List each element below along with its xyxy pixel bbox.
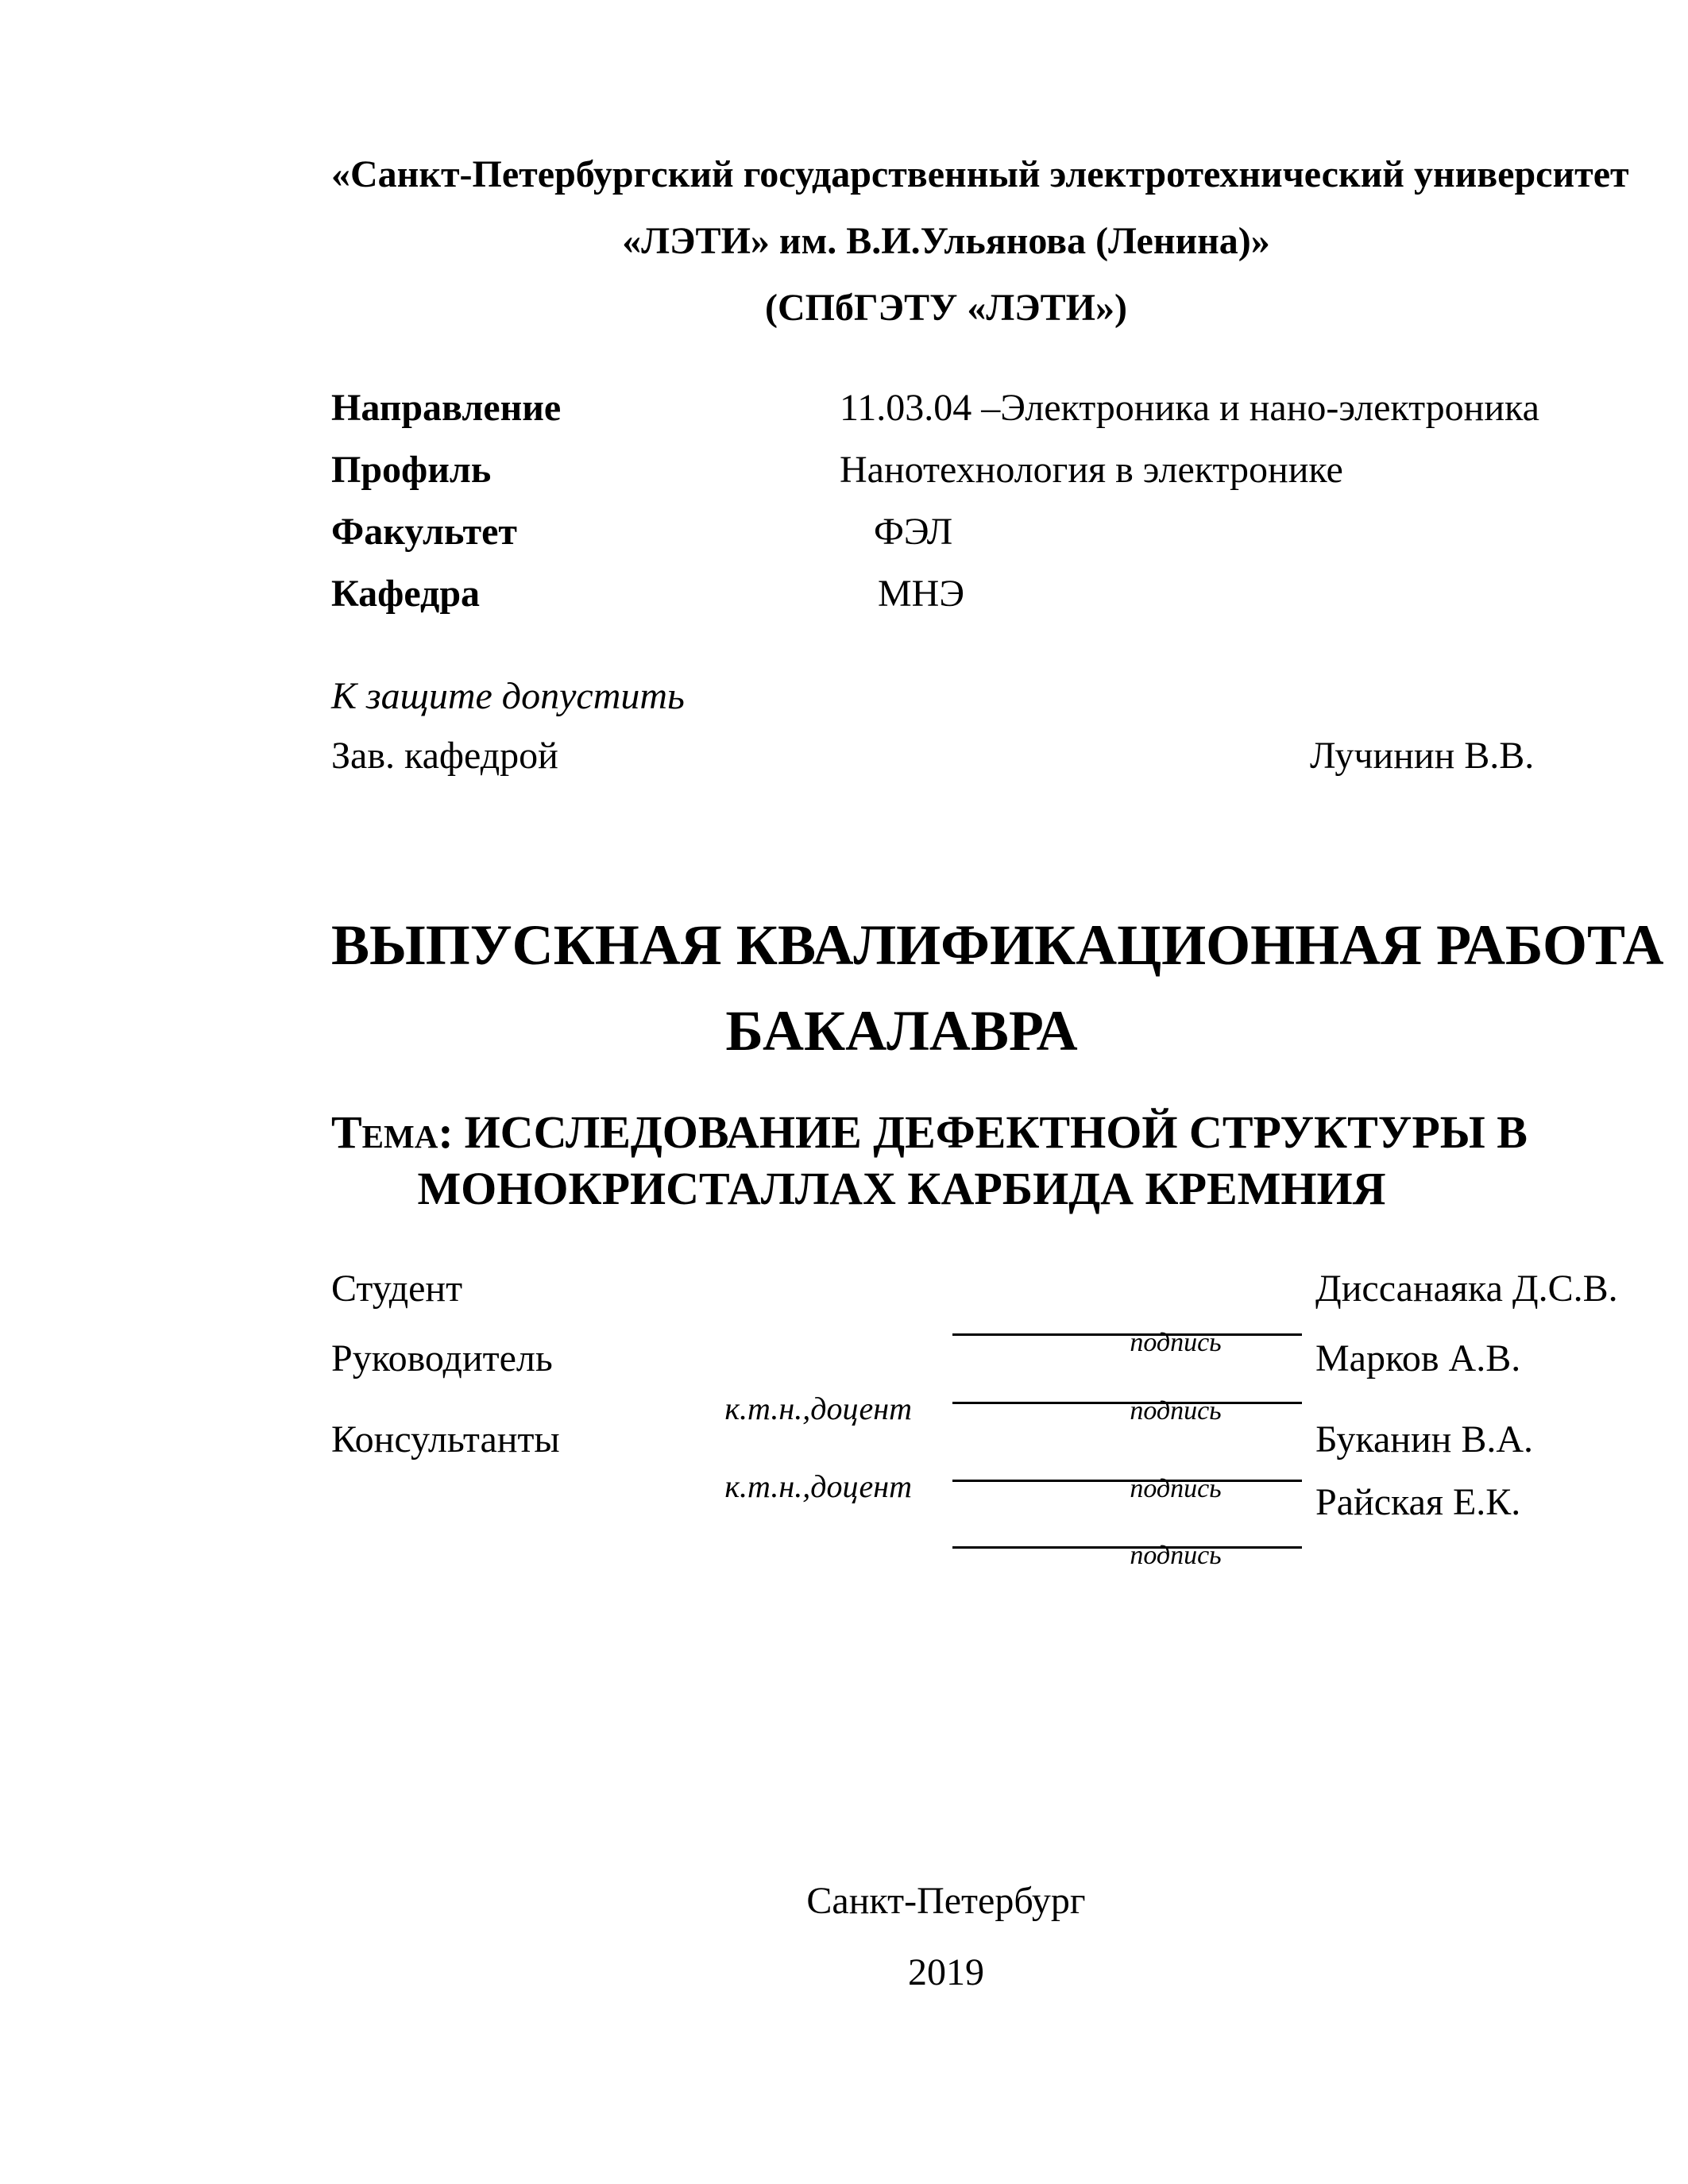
university-name-line-1: «Санкт-Петербургский государственный электротехнический университет <box>331 153 1629 195</box>
direction-label: Направление <box>331 387 562 429</box>
consultant-1-name: Буканин В.А. <box>1315 1418 1534 1461</box>
signature-caption-3: подпись <box>1130 1474 1222 1503</box>
topic-line-1 <box>331 1106 1528 1158</box>
student-name: Диссанаяка Д.С.В. <box>1315 1268 1618 1310</box>
topic-line-1-text: ИССЛЕДОВАНИЕ ДЕФЕКТНОЙ СТРУКТУРЫ В <box>464 1106 1528 1158</box>
profile-label: Профиль <box>331 449 492 491</box>
footer-city: Санкт-Петербург <box>806 1880 1086 1922</box>
department-value: МНЭ <box>878 573 965 615</box>
university-abbreviation: (СПбГЭТУ «ЛЭТИ») <box>765 287 1127 329</box>
faculty-label: Факультет <box>331 511 517 553</box>
head-of-department-name: Лучинин В.В. <box>1310 735 1535 777</box>
student-label: Студент <box>331 1268 463 1310</box>
profile-value: Нанотехнология в электронике <box>840 449 1343 491</box>
consultants-label: Консультанты <box>331 1418 560 1461</box>
topic-label: Тема: <box>331 1106 454 1158</box>
supervisor-name: Марков А.В. <box>1315 1337 1521 1379</box>
department-label: Кафедра <box>331 573 481 615</box>
admission-note: К защите допустить <box>331 675 685 717</box>
topic-line-2: МОНОКРИСТАЛЛАХ КАРБИДА КРЕМНИЯ <box>417 1163 1386 1214</box>
supervisor-label: Руководитель <box>331 1337 553 1379</box>
direction-value: 11.03.04 –Электроника и нано-электроника <box>840 387 1539 429</box>
footer-year: 2019 <box>908 1951 984 1993</box>
head-of-department-label: Зав. кафедрой <box>331 735 558 777</box>
consultant-2-name: Райская Е.К. <box>1315 1481 1521 1523</box>
signature-caption-4: подпись <box>1130 1541 1222 1570</box>
university-name-line-2: «ЛЭТИ» им. В.И.Ульянова (Ленина)» <box>622 220 1270 262</box>
consultant-1-degree: к.т.н.,доцент <box>724 1391 912 1426</box>
consultant-2-degree: к.т.н.,доцент <box>724 1468 912 1504</box>
faculty-value: ФЭЛ <box>874 511 953 553</box>
signature-caption-2: подпись <box>1130 1396 1222 1426</box>
work-title-line-2: БАКАЛАВРА <box>725 999 1078 1063</box>
work-title-line-1: ВЫПУСКНАЯ КВАЛИФИКАЦИОННАЯ РАБОТА <box>331 913 1664 977</box>
signature-caption-1: подпись <box>1130 1328 1222 1357</box>
